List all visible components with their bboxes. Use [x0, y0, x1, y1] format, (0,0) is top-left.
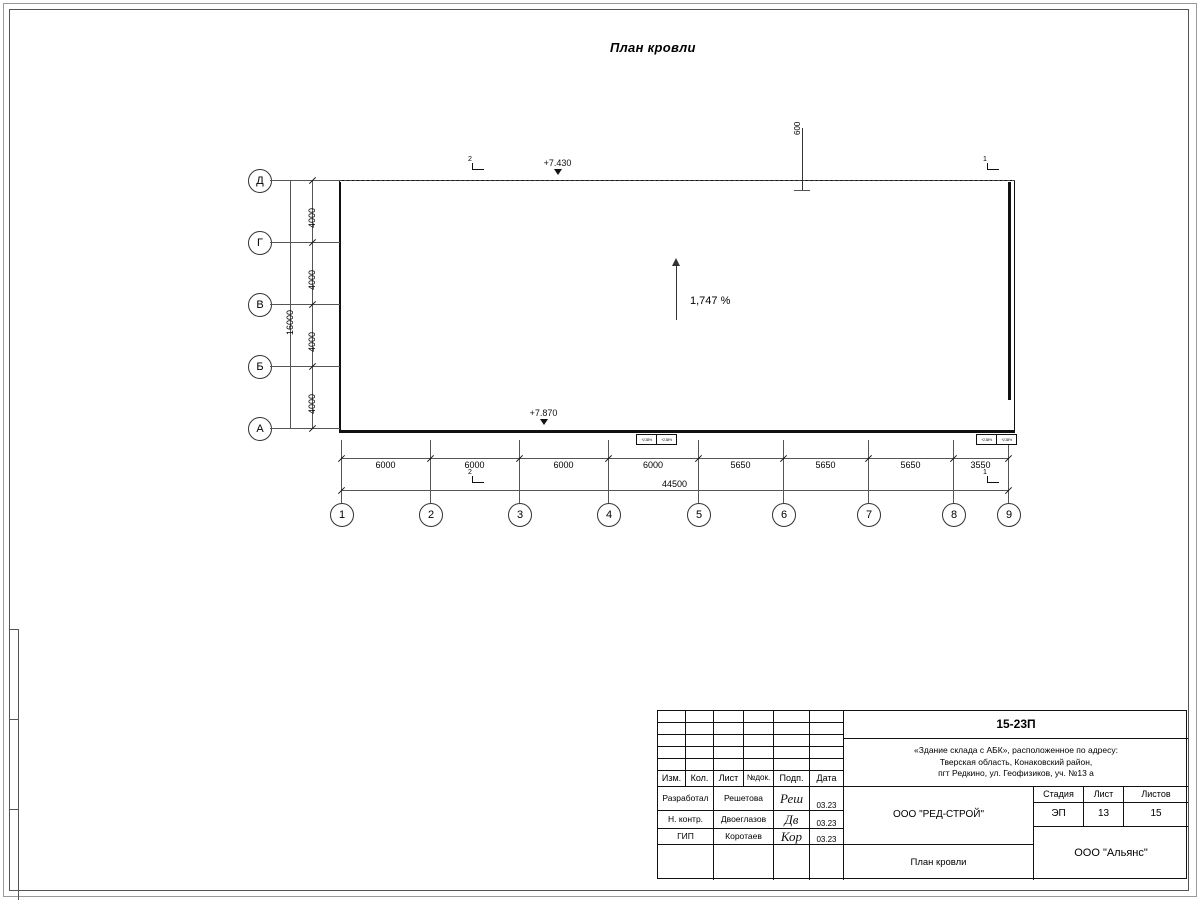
left-margin-cell	[9, 719, 18, 810]
axis-bubble-b[interactable]	[248, 355, 272, 379]
roof-top-dashed-edge	[339, 180, 1015, 181]
stamp-blank-cell	[658, 735, 686, 747]
object-line-3: пгт Редкино, ул. Геофизиков, уч. №13 а	[938, 768, 1094, 779]
section-marker-bar	[472, 169, 484, 170]
vertical-dimension-value: 4000	[307, 207, 317, 228]
section-marker-label: 2	[468, 469, 472, 476]
vertical-dimension-total-value: 16000	[285, 309, 295, 335]
vertical-dimension-value: 4000	[307, 331, 317, 352]
axis-leader-line	[270, 180, 340, 181]
stamp-date-gip: 03.23	[810, 829, 844, 845]
stamp-blank-cell	[686, 735, 714, 747]
stamp-blank-cell	[744, 735, 774, 747]
axis-bubble-5[interactable]	[687, 503, 711, 527]
horizontal-dimension-value: 3550	[970, 460, 991, 470]
left-margin-cell	[9, 809, 18, 898]
stamp-blank-cell	[714, 735, 744, 747]
stamp-blank-cell	[810, 747, 844, 759]
axis-label: А	[256, 423, 264, 435]
axis-leader-line	[608, 440, 609, 503]
axis-bubble-3[interactable]	[508, 503, 532, 527]
stamp-signature-razrabotal: Реш	[774, 787, 810, 811]
axis-label: 7	[865, 509, 873, 521]
axis-bubble-9[interactable]	[997, 503, 1021, 527]
axis-label: Д	[256, 175, 264, 187]
stamp-blank-cell	[810, 723, 844, 735]
axis-bubble-6[interactable]	[772, 503, 796, 527]
dimension-600-tick	[794, 190, 810, 191]
stamp-blank-cell	[658, 747, 686, 759]
stamp-blank-cell	[744, 747, 774, 759]
stamp-date-razrabotal: 03.23	[810, 787, 844, 811]
elevation-value: +7.870	[529, 408, 558, 418]
left-margin-cell	[9, 629, 18, 720]
section-marker-label: 1	[983, 469, 987, 476]
stamp-list-header: Лист	[1084, 787, 1124, 803]
axis-label: 9	[1005, 509, 1013, 521]
stamp-blank-cell	[774, 711, 810, 723]
axis-label: 5	[695, 509, 703, 521]
elevation-triangle-icon	[554, 169, 562, 175]
section-marker-bar	[987, 169, 999, 170]
stamp-blank-cell	[714, 759, 744, 771]
object-line-1: «Здание склада с АБК», расположенное по адресу:	[914, 745, 1118, 756]
axis-leader-line	[698, 440, 699, 503]
horizontal-dimension-value: 5650	[900, 460, 921, 470]
horizontal-dimension-value: 6000	[464, 460, 485, 470]
axis-label: 2	[427, 509, 435, 521]
elevation-value: +7.430	[543, 158, 572, 168]
vertical-dimension-total	[290, 180, 291, 428]
axis-label: В	[256, 299, 264, 311]
parapet-note-box: +2.38%	[656, 434, 677, 445]
axis-label: Б	[256, 361, 264, 373]
stamp-blank-cell	[658, 723, 686, 735]
stamp-blank-cell	[714, 723, 744, 735]
axis-leader-line	[270, 366, 340, 367]
roof-outline	[339, 180, 1015, 432]
elevation-triangle-icon	[540, 419, 548, 425]
parapet-note-box: +2.38%	[976, 434, 997, 445]
axis-bubble-1[interactable]	[330, 503, 354, 527]
stamp-list-value: 13	[1084, 803, 1124, 827]
horizontal-dimension-value: 5650	[815, 460, 836, 470]
stamp-blank-cell	[774, 735, 810, 747]
stamp-blank-cell	[774, 723, 810, 735]
stamp-col-header-izm: Изм.	[658, 771, 686, 787]
stamp-name-gip: Коротаев	[714, 829, 774, 845]
axis-bubble-7[interactable]	[857, 503, 881, 527]
stamp-blank-cell	[714, 711, 744, 723]
elevation-mark	[516, 408, 571, 418]
stamp-blank-cell	[774, 759, 810, 771]
stamp-name-razrabotal: Решетова	[714, 787, 774, 811]
stamp-date-nkontr: 03.23	[810, 811, 844, 829]
axis-label: 6	[780, 509, 788, 521]
elevation-mark	[530, 158, 585, 168]
stamp-blank-cell	[810, 735, 844, 747]
slope-label: 1,747 %	[690, 295, 731, 307]
axis-label: Г	[257, 237, 263, 249]
axis-bubble-8[interactable]	[942, 503, 966, 527]
horizontal-dimension-value: 6000	[642, 460, 664, 470]
stamp-blank-cell	[744, 711, 774, 723]
axis-bubble-g[interactable]	[248, 231, 272, 255]
stamp-blank-cell	[774, 845, 810, 880]
stamp-blank-cell	[658, 759, 686, 771]
horizontal-dimension-total-value: 44500	[661, 479, 688, 489]
stamp-col-header-ndok: №док.	[744, 771, 774, 787]
stamp-lists-header: Листов	[1124, 787, 1188, 803]
stamp-role-nkontr: Н. контр.	[658, 811, 714, 829]
horizontal-dimension-value: 6000	[375, 460, 396, 470]
stamp-blank-cell	[658, 711, 686, 723]
roof-left-edge	[339, 182, 341, 432]
horizontal-dimension-chain	[341, 458, 1008, 459]
stamp-role-gip: ГИП	[658, 829, 714, 845]
axis-leader-line	[341, 440, 342, 503]
parapet-note-box: +2.38%	[636, 434, 657, 445]
stamp-blank-cell	[686, 747, 714, 759]
stamp-lists-value: 15	[1124, 803, 1188, 827]
axis-label: 1	[338, 509, 346, 521]
axis-leader-line	[430, 440, 431, 503]
axis-label: 4	[605, 509, 613, 521]
axis-bubble-a[interactable]	[248, 417, 272, 441]
roof-right-edge	[1008, 182, 1011, 400]
stamp-blank-cell	[658, 845, 714, 880]
stamp-blank-cell	[810, 759, 844, 771]
stamp-name-nkontr: Двоеглазов	[714, 811, 774, 829]
roof-bottom-edge	[339, 430, 1015, 433]
section-marker-label: 2	[468, 156, 472, 163]
axis-leader-line	[1008, 440, 1009, 503]
axis-bubble-4[interactable]	[597, 503, 621, 527]
dimension-600-line	[802, 128, 803, 190]
title-block	[657, 710, 1187, 879]
stamp-blank-cell	[774, 747, 810, 759]
stamp-blank-cell	[686, 723, 714, 735]
stamp-col-header-data: Дата	[810, 771, 844, 787]
stamp-blank-cell	[810, 711, 844, 723]
axis-leader-line	[519, 440, 520, 503]
axis-leader-line	[868, 440, 869, 503]
axis-label: 8	[950, 509, 958, 521]
page-title: План кровли	[610, 40, 696, 55]
stamp-col-header-list: Лист	[714, 771, 744, 787]
stamp-project-code: 15-23П	[844, 711, 1188, 739]
stamp-designer: ООО "Альянс"	[1074, 846, 1148, 859]
stamp-signature-gip: Кор	[774, 829, 810, 845]
stamp-blank-cell	[714, 747, 744, 759]
vertical-dimension-value: 4000	[307, 269, 317, 290]
stamp-stage-value: ЭП	[1034, 803, 1084, 827]
vertical-dimension-value: 4000	[307, 393, 317, 414]
parapet-note-box: +2.38%	[996, 434, 1017, 445]
axis-leader-line	[270, 428, 340, 429]
slope-arrow-icon	[676, 265, 677, 320]
stamp-col-header-kol: Кол.	[686, 771, 714, 787]
axis-leader-line	[270, 304, 340, 305]
horizontal-dimension-value: 6000	[553, 460, 574, 470]
horizontal-dimension-total	[341, 490, 1008, 491]
stamp-blank-cell	[744, 723, 774, 735]
axis-bubble-2[interactable]	[419, 503, 443, 527]
axis-bubble-d[interactable]	[248, 169, 272, 193]
object-line-2: Тверская область, Конаковский район,	[939, 756, 1093, 767]
axis-leader-line	[270, 242, 340, 243]
axis-label: 3	[516, 509, 524, 521]
stamp-stage-header: Стадия	[1034, 787, 1084, 803]
stamp-role-razrabotal: Разработал	[658, 787, 714, 811]
stamp-blank-cell	[714, 845, 774, 880]
stamp-col-header-podp: Подп.	[774, 771, 810, 787]
stamp-sheet-name: План кровли	[844, 845, 1034, 880]
axis-leader-line	[953, 440, 954, 503]
stamp-blank-cell	[744, 759, 774, 771]
dimension-600-label: 600	[793, 121, 802, 135]
horizontal-dimension-value: 5650	[730, 460, 751, 470]
stamp-object-description	[844, 739, 1188, 787]
stamp-blank-cell	[810, 845, 844, 880]
stamp-blank-cell	[686, 711, 714, 723]
axis-leader-line	[783, 440, 784, 503]
stamp-blank-cell	[686, 759, 714, 771]
stamp-customer: ООО "РЕД-СТРОЙ"	[844, 787, 1034, 845]
section-marker-label: 1	[983, 156, 987, 163]
axis-bubble-v[interactable]	[248, 293, 272, 317]
stamp-signature-nkontr: Дв	[774, 811, 810, 829]
